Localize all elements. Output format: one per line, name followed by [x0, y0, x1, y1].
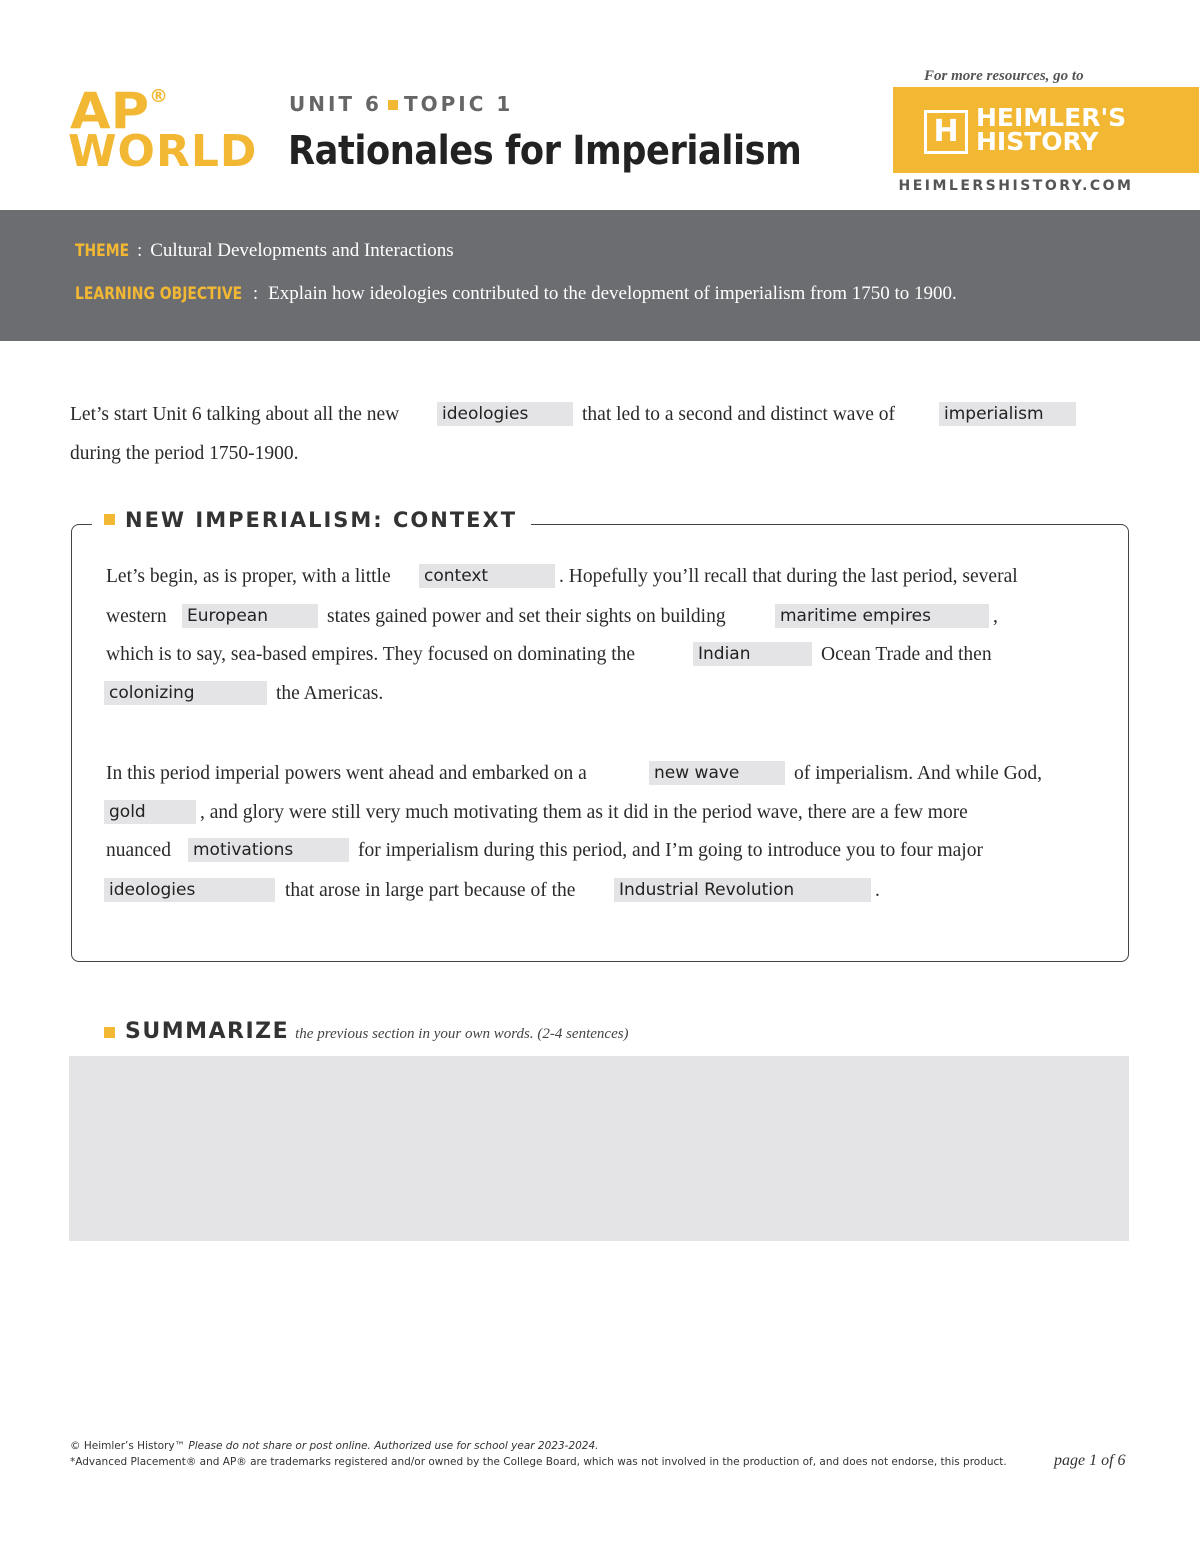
unit-topic-line: [289, 92, 513, 116]
blank-gold[interactable]: gold: [104, 800, 196, 824]
blank-indian[interactable]: Indian: [693, 642, 812, 666]
unit-label: UNIT 6: [289, 92, 382, 116]
blank-context[interactable]: context: [419, 564, 555, 588]
summarize-title: SUMMARIZE: [125, 1019, 290, 1044]
ap-logo: AP®: [70, 82, 169, 140]
context-text: of imperialism. And while God,: [794, 763, 1043, 784]
blank-colonizing[interactable]: colonizing: [104, 681, 267, 705]
objective-row: LEARNING OBJECTIVE : Explain how ideologies contributed to the development of imperialism from 1750 to 1900.: [75, 283, 957, 304]
theme-value: Cultural Developments and Interactions: [150, 240, 454, 261]
context-text: Let’s begin, as is proper, with a little: [106, 566, 391, 587]
objective-label: LEARNING OBJECTIVE: [75, 284, 243, 304]
world-logo: WORLD: [68, 126, 258, 177]
brand-h-icon: H: [924, 110, 968, 154]
context-text: Ocean Trade and then: [821, 644, 992, 665]
square-bullet-icon: [388, 100, 398, 110]
blank-maritime-empires[interactable]: maritime empires: [775, 604, 989, 628]
intro-text-2: that led to a second and distinct wave of: [582, 404, 895, 425]
blank-new-wave[interactable]: new wave: [649, 761, 785, 785]
context-text: nuanced: [106, 840, 171, 861]
blank-imperialism[interactable]: imperialism: [939, 402, 1076, 426]
brand-url-link[interactable]: HEIMLERSHISTORY.COM: [898, 178, 1134, 194]
blank-ideologies[interactable]: ideologies: [437, 402, 573, 426]
intro-text-1: Let’s start Unit 6 talking about all the new: [70, 404, 400, 425]
blank-industrial-revolution[interactable]: Industrial Revolution: [614, 878, 871, 902]
context-text: that arose in large part because of the: [285, 880, 576, 901]
topic-label: TOPIC 1: [403, 92, 514, 116]
footer-trademark: *Advanced Placement® and AP® are trademarks registered and/or owned by the College Board, which was not involved in the production of, and does not endorse, this product.: [70, 1456, 1007, 1468]
blank-ideologies-2[interactable]: ideologies: [104, 878, 275, 902]
summary-answer-area[interactable]: [69, 1056, 1129, 1241]
square-bullet-icon: [104, 514, 115, 525]
context-text: , and glory were still very much motivating them as it did in the period wave, there are a few more: [200, 802, 968, 823]
objective-value: Explain how ideologies contributed to the development of imperialism from 1750 to 1900.: [268, 283, 957, 304]
context-text: the Americas.: [276, 683, 384, 704]
page-number: page 1 of 6: [1054, 1452, 1126, 1469]
resources-text: For more resources, go to: [924, 68, 1084, 84]
context-text: In this period imperial powers went ahead and embarked on a: [106, 763, 587, 784]
context-heading: NEW IMPERIALISM: CONTEXT: [92, 508, 531, 532]
blank-european[interactable]: European: [182, 604, 318, 628]
summarize-heading: [104, 1019, 629, 1044]
summarize-instructions: the previous section in your own words. (2-4 sentences): [295, 1026, 629, 1042]
context-text: . Hopefully you’ll recall that during the last period, several: [559, 566, 1018, 587]
context-text: which is to say, sea-based empires. They focused on dominating the: [106, 644, 636, 665]
blank-motivations[interactable]: motivations: [188, 838, 349, 862]
context-text: for imperialism during this period, and I’m going to introduce you to four major: [358, 840, 983, 861]
context-text: .: [875, 880, 880, 901]
context-text: states gained power and set their sights on building: [327, 606, 726, 627]
footer-copyright: © Heimler’s History™ Please do not share or post online. Authorized use for school year 2023-2024.: [70, 1440, 599, 1452]
context-text: ,: [993, 606, 998, 627]
theme-row: THEME : Cultural Developments and Interactions: [75, 240, 454, 261]
page-title: Rationales for Imperialism: [288, 128, 802, 174]
theme-band: [0, 210, 1200, 341]
theme-label: THEME: [75, 241, 130, 261]
square-bullet-icon: [104, 1027, 115, 1038]
brand-name: HEIMLER'S HISTORY: [976, 103, 1127, 156]
context-text: western: [106, 606, 167, 627]
intro-text-3: during the period 1750-1900.: [70, 443, 299, 464]
